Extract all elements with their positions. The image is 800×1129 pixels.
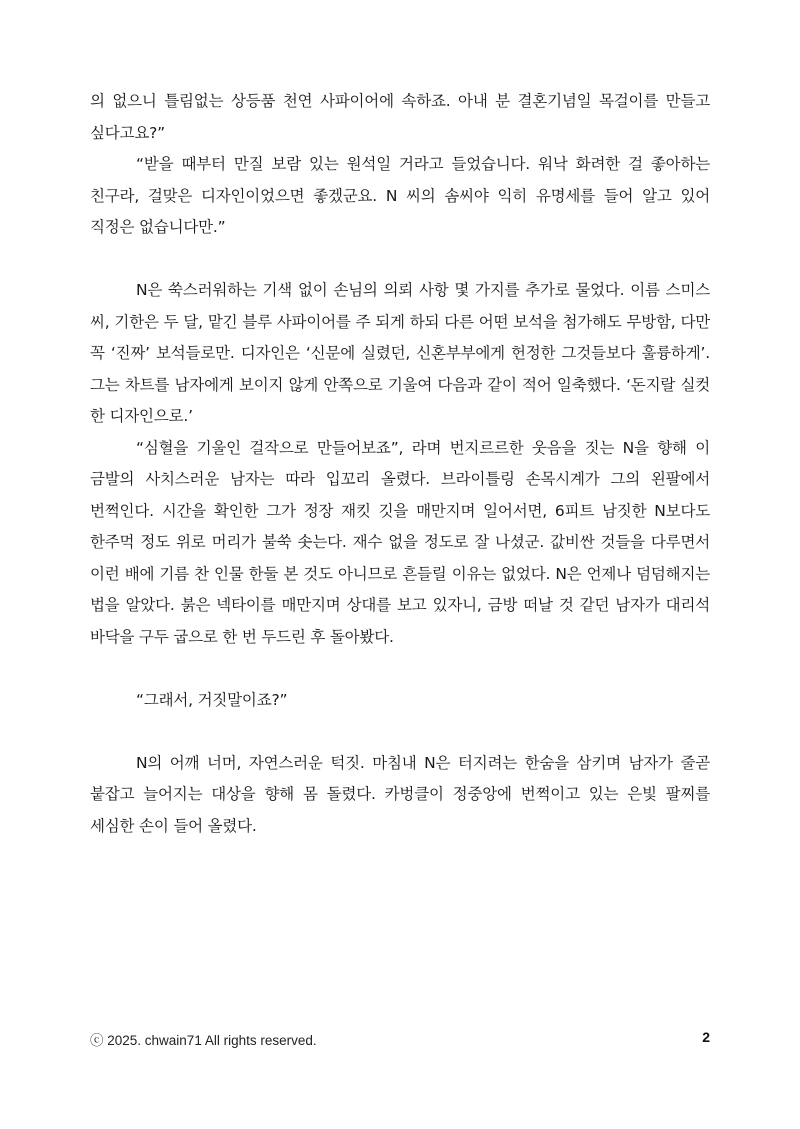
section-gap bbox=[90, 653, 710, 685]
paragraph-narration-departure: “심혈을 기울인 걸작으로 만들어보죠”, 라며 번지르르한 웃음을 짓는 N을 향해 이 금발의 사치스러운 남자는 따라 입꼬리 올렸다. 브라이틀링 손목시계가 그의 왼팔에서 번쩍인다. 시간을 확인한 그가 정장 재킷 깃을 매만지며 일어서면, 6피트 남짓한 N보다도 한주먹 정도 위로 머리가 불쑥 솟는다. 재수 없을 정도로 잘 나셨군. 값비싼 것들을 다루면서 이런 배에 기름 찬 인물 한둘 본 것도 아니므로 흔들릴 이유는 없었다. N은 언제나 덤덤해지는 법을 알았다. 붉은 넥타이를 매만지며 상대를 보고 있자니, 금방 떠날 것 같던 남자가 대리석 바닥을 구두 굽으로 한 번 두드린 후 돌아봤다. bbox=[90, 438, 710, 646]
paragraph-narration-request: N은 쑥스러워하는 기색 없이 손님의 의뢰 사항 몇 가지를 추가로 물었다. 이름 스미스 씨, 기한은 두 달, 맡긴 블루 사파이어를 주 되게 하되 다른 어떤 보석을 첨가해도 무방함, 다만 꼭 ‘진짜’ 보석들로만. 디자인은 ‘신문에 실렸던, 신혼부부에게 헌정한 그것들보다 훌륭하게’. 그는 차트를 남자에게 보이지 않게 안쪽으로 기울여 다음과 같이 적어 일축했다. ‘돈지랄 실컷 한 디자인으로.’ bbox=[90, 281, 710, 425]
section-gap bbox=[90, 716, 710, 748]
paragraph-narration-bracelet: N의 어깨 너머, 자연스러운 턱짓. 마침내 N은 터지려는 한숨을 삼키며 남자가 줄곧 붙잡고 늘어지는 대상을 향해 몸 돌렸다. 카벙클이 정중앙에 번쩍이고 있는 은빛 팔찌를 세심한 손이 들어 올렸다. bbox=[90, 753, 710, 835]
copyright-notice: ⓒ 2025. chwain71 All rights reserved. bbox=[90, 1033, 317, 1048]
page-footer bbox=[90, 1029, 710, 1051]
body-text bbox=[90, 86, 710, 842]
page-number: 2 bbox=[702, 1029, 710, 1045]
paragraph-dialogue-question: “그래서, 거짓말이죠?” bbox=[136, 690, 288, 709]
paragraph-dialogue-client: “받을 때부터 만질 보람 있는 원석일 거라고 들었습니다. 워낙 화려한 걸 좋아하는 친구라, 걸맞은 디자인이었으면 좋겠군요. N 씨의 솜씨야 익히 유명세를 들어 알고 있어 직정은 없습니다만.” bbox=[90, 155, 710, 236]
section-gap bbox=[90, 244, 710, 276]
paragraph-continuation: 의 없으니 틀림없는 상등품 천연 사파이어에 속하죠. 아내 분 결혼기념일 목걸이를 만들고 싶다고요?” bbox=[90, 92, 710, 142]
